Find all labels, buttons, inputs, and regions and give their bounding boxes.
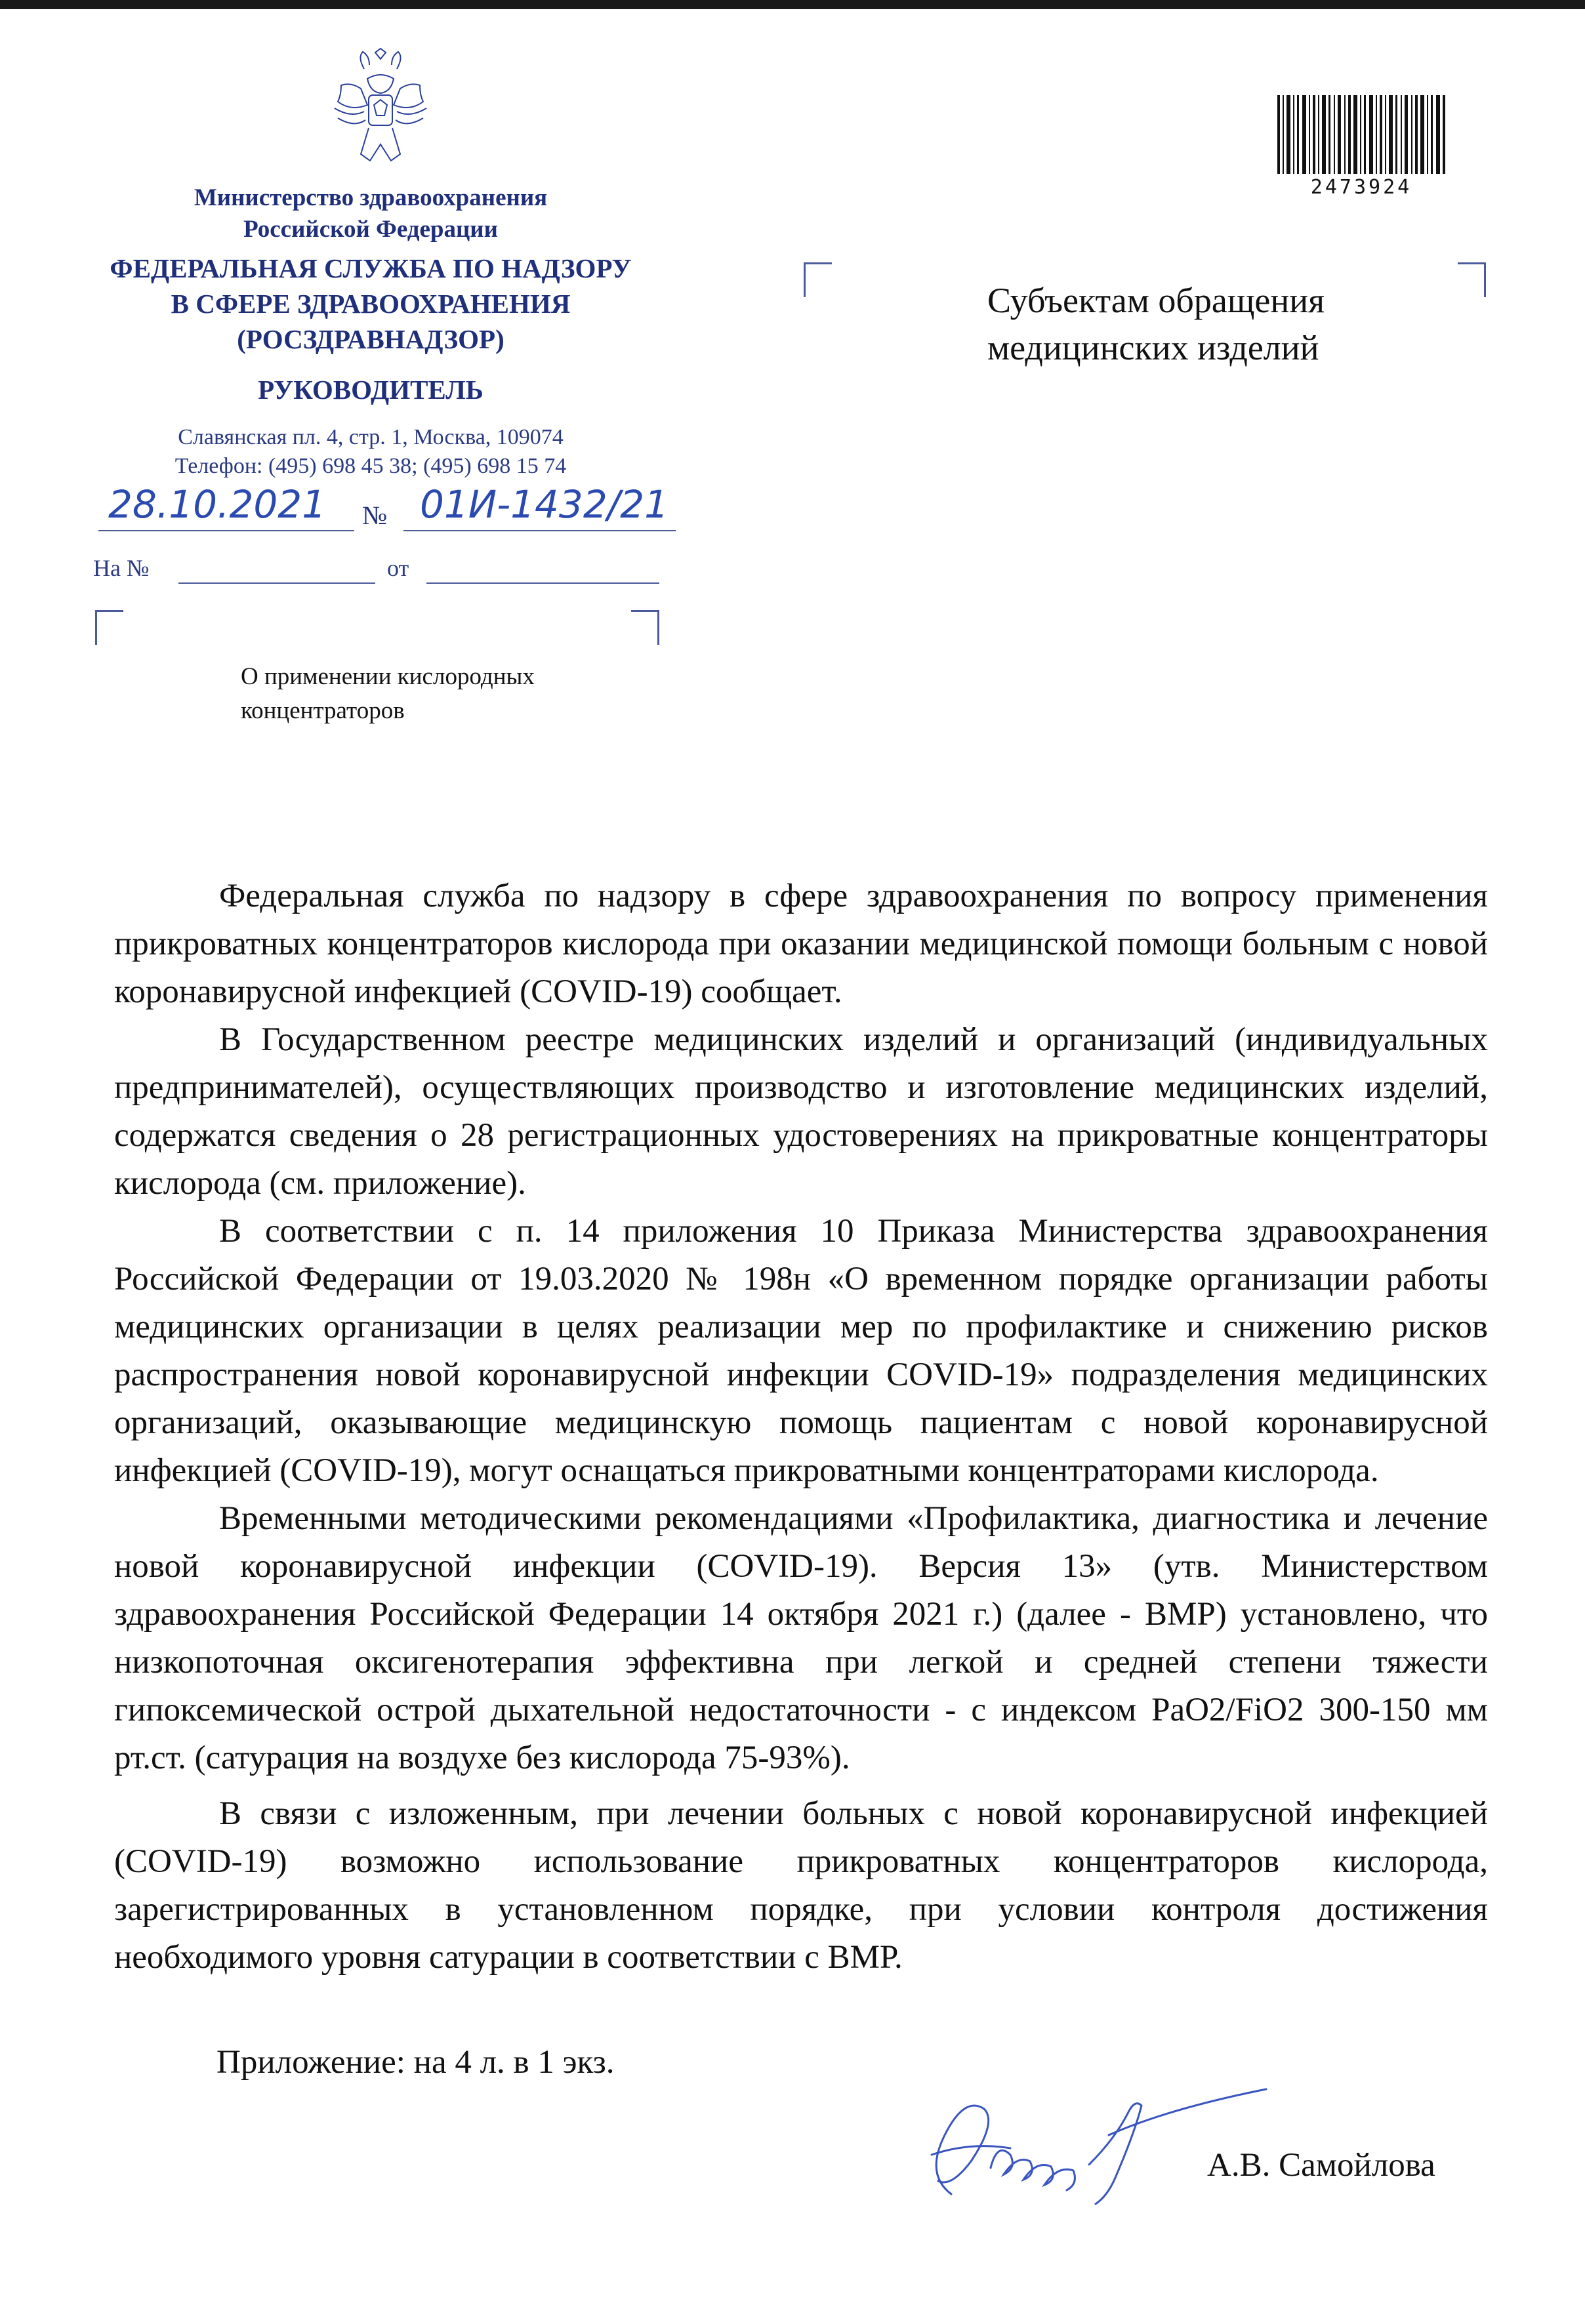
body-paragraph: В соответствии с п. 14 приложения 10 Приказа Министерства здравоохранения Российской Федерации от 19.03.2020 № 198н «О временном порядке организации работы медицинских организации в целях реализации мер по профилактике и снижению рисков распространения новой коронавирусной инфекции COVID-19» подразделения медицинских организаций, оказывающие медицинскую помощь пациентам с новой коронавирусной инфекцией (COVID-19), могут оснащаться прикроватными концентраторами кислорода.	[114, 1213, 1488, 1489]
ref-date-line	[426, 582, 659, 584]
sender-phone: Телефон: (495) 698 45 38; (495) 698 15 74	[175, 454, 567, 478]
letter-subject	[241, 660, 608, 728]
barcode-number: 2473924	[1310, 176, 1412, 199]
annex-note: Приложение: на 4 л. в 1 экз.	[216, 2044, 615, 2081]
sender-address: Славянская пл. 4, стр. 1, Москва, 109074	[178, 425, 564, 449]
signer-name: А.В. Самойлова	[1207, 2147, 1435, 2184]
body-paragraph: В Государственном реестре медицинских изделий и организаций (индивидуальных предпринимателей), осуществляющих производство и изготовление медицинских изделий, содержатся сведения о 28 регистрационных удостоверениях на прикроватные концентраторы кислорода (см. приложение).	[114, 1021, 1488, 1202]
ministry-line-2: Российской Федерации	[243, 216, 498, 243]
registration-date: 28.10.2021	[108, 482, 327, 527]
date-underline	[98, 530, 354, 531]
recipient-bracket-left	[804, 262, 832, 297]
ref-from-label: от	[387, 555, 409, 581]
service-line-1: ФЕДЕРАЛЬНАЯ СЛУЖБА ПО НАДЗОРУ	[110, 253, 632, 283]
registration-number: 01И-1432/21	[420, 482, 669, 527]
recipient-block	[987, 277, 1447, 371]
subject-line-1: О применении кислородных	[241, 663, 535, 690]
number-label: №	[362, 500, 388, 530]
service-line-2: В СФЕРЕ ЗДРАВООХРАНЕНИЯ	[171, 289, 571, 319]
subject-bracket-right	[631, 610, 659, 645]
ministry-name	[66, 182, 676, 245]
subject-bracket-left	[95, 610, 123, 645]
recipient-line-1: Субъектам обращения	[987, 281, 1325, 320]
ref-number-label: На №	[93, 555, 150, 581]
coat-of-arms-emblem	[328, 46, 433, 171]
body-paragraph: Федеральная служба по надзору в сфере здравоохранения по вопросу применения прикроватных концентраторов кислорода при оказании медицинской помощи больным с новой коронавирусной инфекцией (COVID-19) сообщает.	[114, 878, 1488, 1010]
scan-top-edge	[0, 0, 1585, 9]
service-line-3: (РОСЗДРАВНАДЗОР)	[237, 324, 504, 354]
body-paragraph: Временными методическими рекомендациями «Профилактика, диагностика и лечение новой коронавирусной инфекции (COVID-19). Версия 13» (утв. Министерством здравоохранения Российской Федерации 14 октября 2021 г.) (далее - ВМР) установлено, что низкопоточная оксигенотерапия эффективна при легкой и средней степени тяжести гипоксемической острой дыхательной недостаточности - с индексом PaO2/FiO2 300-150 мм рт.ст. (сатурация на воздухе без кислорода 75-93%).	[114, 1500, 1488, 1776]
sender-role: РУКОВОДИТЕЛЬ	[258, 375, 484, 405]
letter-body	[114, 872, 1488, 1982]
handwritten-signature	[892, 2069, 1273, 2207]
number-underline	[403, 530, 676, 531]
ministry-line-1: Министерство здравоохранения	[194, 184, 548, 211]
recipient-bracket-right	[1458, 262, 1486, 297]
service-name	[66, 251, 676, 357]
barcode-graphic	[1276, 95, 1447, 174]
subject-line-2: концентраторов	[241, 697, 405, 724]
recipient-line-2: медицинских изделий	[987, 328, 1319, 367]
body-paragraph: В связи с изложенным, при лечении больных с новой коронавирусной инфекцией (COVID-19) возможно использование прикроватных концентраторов кислорода, зарегистрированных в установленном порядке, при условии контроля достижения необходимого уровня сатурации в соответствии с ВМР.	[114, 1795, 1488, 1976]
ref-number-line	[178, 582, 375, 584]
